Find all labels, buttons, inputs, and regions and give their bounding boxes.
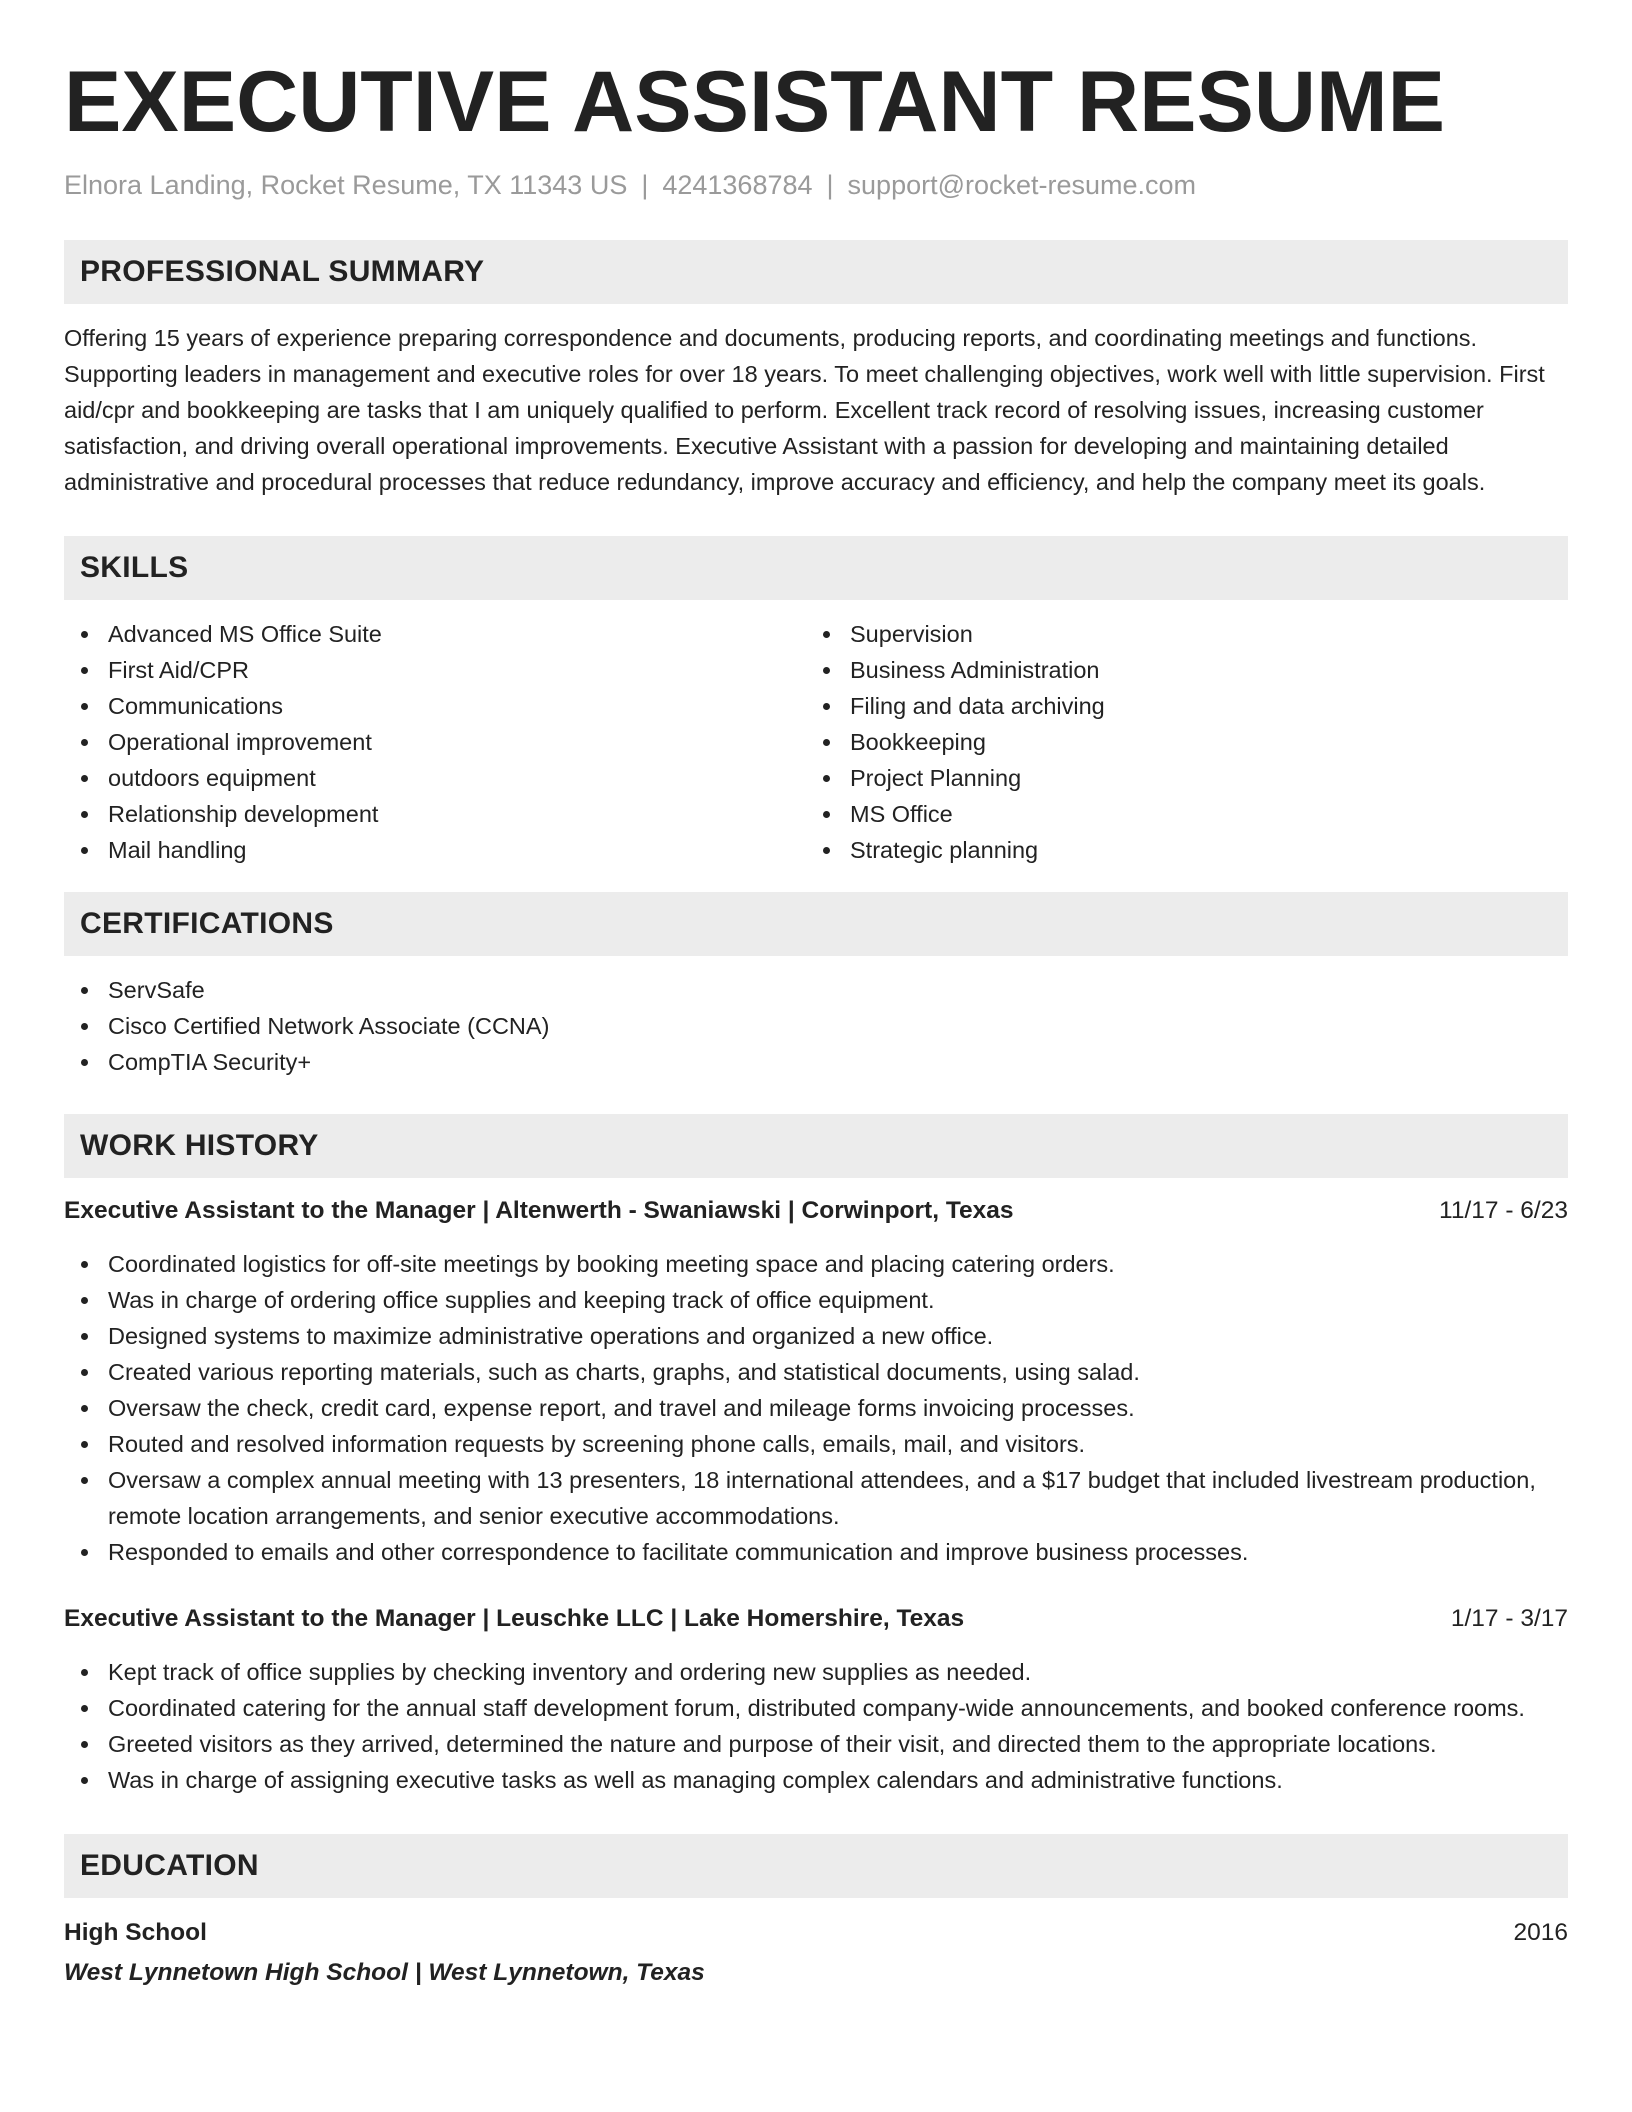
skill-item: Filing and data archiving [850, 688, 1548, 724]
certification-item: Cisco Certified Network Associate (CCNA) [108, 1008, 1568, 1044]
section-header-skills: SKILLS [64, 536, 1568, 600]
job-bullet: Coordinated logistics for off-site meetings by booking meeting space and placing catering orders. [108, 1246, 1568, 1282]
resume-title: EXECUTIVE ASSISTANT RESUME [64, 54, 1445, 150]
skill-item: Bookkeeping [850, 724, 1548, 760]
job-entry [64, 1194, 1568, 1570]
job-entry [64, 1602, 1568, 1798]
job-heading [64, 1602, 1568, 1636]
education-school: West Lynnetown High School | West Lynnetown, Texas [64, 1959, 705, 1986]
job-bullets [64, 1246, 1568, 1570]
skills-list [64, 616, 1568, 868]
summary-text: Offering 15 years of experience preparing correspondence and documents, producing reports, and coordinating meetings and functions. Supporting leaders in management and executive roles for over 18 years. To meet challenging objectives, work well with little supervision. First aid/cpr and bookkeeping are tasks that I am uniquely qualified to perform. Excellent track record of resolving issues, increasing customer satisfaction, and driving overall operational improvements. Executive Assistant with a passion for developing and maintaining detailed administrative and procedural processes that reduce redundancy, improve accuracy and efficiency, and help the company meet its goals. [64, 325, 1545, 495]
contact-phone: 4241368784 [662, 170, 813, 200]
job-bullet: Routed and resolved information requests by screening phone calls, emails, mail, and visitors. [108, 1426, 1568, 1462]
resume-page [64, 0, 1568, 1990]
skill-item: Strategic planning [850, 832, 1548, 868]
skills-column-right [806, 616, 1548, 868]
skill-item: Advanced MS Office Suite [108, 616, 806, 652]
job-bullet: Oversaw the check, credit card, expense report, and travel and mileage forms invoicing processes. [108, 1390, 1568, 1426]
job-title: Executive Assistant to the Manager | Leuschke LLC | Lake Homershire, Texas [64, 1605, 965, 1632]
job-bullet: Coordinated catering for the annual staff development forum, distributed company-wide announcements, and booked conference rooms. [108, 1690, 1568, 1726]
section-header-work-history: WORK HISTORY [64, 1114, 1568, 1178]
skill-item: Relationship development [108, 796, 806, 832]
job-bullet: Kept track of office supplies by checking inventory and ordering new supplies as needed. [108, 1654, 1568, 1690]
education-heading [64, 1916, 1568, 1950]
contact-separator: | [826, 170, 834, 200]
contact-separator: | [641, 170, 649, 200]
skill-item: First Aid/CPR [108, 652, 806, 688]
certification-item: ServSafe [108, 972, 1568, 1008]
job-bullet: Oversaw a complex annual meeting with 13 presenters, 18 international attendees, and a $17 budget that included livestream production, remote location arrangements, and senior executive accommodations. [108, 1462, 1568, 1534]
job-bullets [64, 1654, 1568, 1798]
job-title: Executive Assistant to the Manager | Altenwerth - Swaniawski | Corwinport, Texas [64, 1197, 1014, 1224]
certifications-list [64, 972, 1568, 1080]
skill-item: Mail handling [108, 832, 806, 868]
job-bullet: Designed systems to maximize administrative operations and organized a new office. [108, 1318, 1568, 1354]
skill-item: MS Office [850, 796, 1548, 832]
skill-item: Project Planning [850, 760, 1548, 796]
skill-item: Business Administration [850, 652, 1548, 688]
contact-email: support@rocket-resume.com [847, 170, 1197, 200]
education-year: 2016 [1513, 1919, 1568, 1946]
job-dates: 1/17 - 3/17 [1450, 1605, 1568, 1632]
skill-item: outdoors equipment [108, 760, 806, 796]
job-heading [64, 1194, 1568, 1228]
skill-item: Supervision [850, 616, 1548, 652]
contact-address: Elnora Landing, Rocket Resume, TX 11343 US [64, 170, 628, 200]
education-entry [64, 1916, 1568, 1990]
job-bullet: Responded to emails and other correspondence to facilitate communication and improve business processes. [108, 1534, 1568, 1570]
contact-line [64, 168, 1568, 202]
skill-item: Communications [108, 688, 806, 724]
job-bullet: Greeted visitors as they arrived, determined the nature and purpose of their visit, and directed them to the appropriate locations. [108, 1726, 1568, 1762]
job-bullet: Was in charge of ordering office supplies and keeping track of office equipment. [108, 1282, 1568, 1318]
section-header-education: EDUCATION [64, 1834, 1568, 1898]
job-bullet: Created various reporting materials, such as charts, graphs, and statistical documents, using salad. [108, 1354, 1568, 1390]
job-dates: 11/17 - 6/23 [1439, 1197, 1568, 1224]
certification-item: CompTIA Security+ [108, 1044, 1568, 1080]
skills-column-left [64, 616, 806, 868]
education-degree: High School [64, 1919, 207, 1946]
skill-item: Operational improvement [108, 724, 806, 760]
section-header-certifications: CERTIFICATIONS [64, 892, 1568, 956]
job-bullet: Was in charge of assigning executive tasks as well as managing complex calendars and administrative functions. [108, 1762, 1568, 1798]
section-header-summary: PROFESSIONAL SUMMARY [64, 240, 1568, 304]
